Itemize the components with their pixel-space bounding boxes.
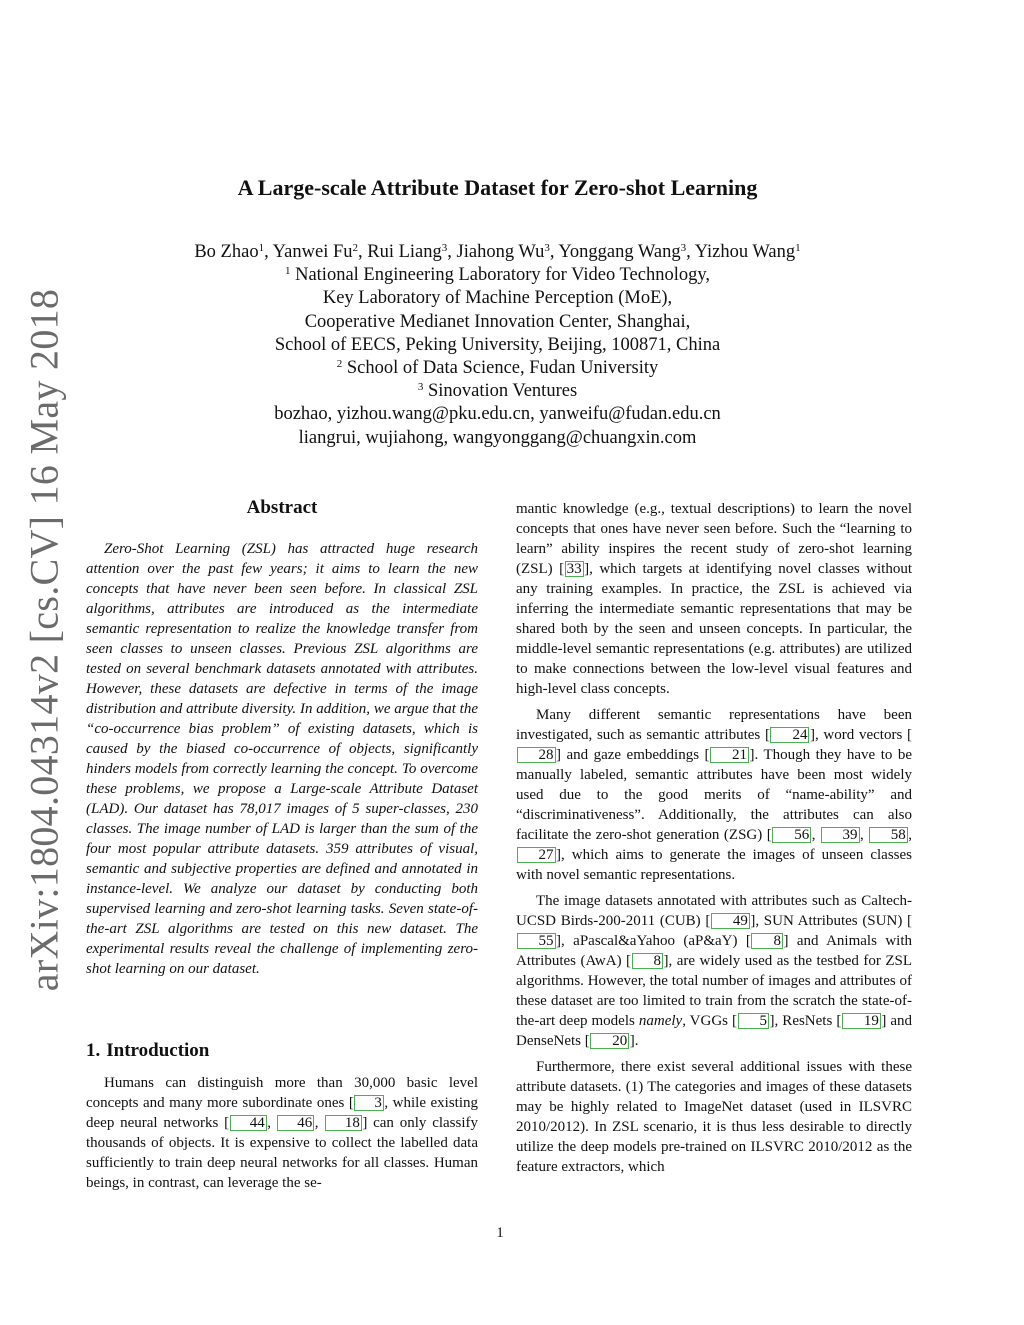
page-number: 1: [496, 1225, 504, 1241]
body-text: ], aPascal&aYahoo (aP&aY) [: [556, 933, 751, 949]
author-name: Jiahong Wu: [456, 242, 545, 262]
section-heading: [86, 1039, 478, 1063]
citation-link[interactable]: 8: [632, 953, 664, 969]
citation-link[interactable]: 55: [517, 933, 556, 949]
body-text: ] can only classify thousands of objects. It is expensive to collect the labelled data sufficiently to train deep neural networks for all classes. Human beings, in contrast, can leverage the se-: [86, 1115, 479, 1191]
intro-paragraph-4: [516, 1057, 912, 1177]
citation-link[interactable]: 21: [710, 747, 749, 763]
emphasis-text: namely: [638, 1013, 683, 1029]
body-text: ,: [811, 827, 821, 843]
citation-link[interactable]: 20: [590, 1033, 629, 1049]
affiliation-1-line-1: [90, 264, 905, 287]
intro-paragraph-1: Humans can distinguish more than 30,000 basic level concepts and many more subordinate ones [ 3 , while existing deep neural networks [ 44 , 46 , 18 ] can only classify thousands of objects. It is expensive to collect the labelled data sufficiently to train deep neural networks for all classes. Human beings, in contrast, can leverage the se-: [86, 1075, 479, 1191]
paper-title: A Large-scale Attribute Dataset for Zero-shot Learning: [237, 175, 758, 200]
affiliation-text: National Engineering Laboratory for Video Technology,: [295, 265, 711, 286]
affiliation-2: [90, 357, 905, 380]
affiliation-marker: 3: [680, 242, 687, 254]
section-title: Introduction: [106, 1040, 210, 1061]
author-list: Bo Zhao$^1$, Yanwei Fu$^2$, Rui Liang$^3$, Jiahong Wu$^3$, Yonggang Wang$^3$, Yizhou Wang$^1$: [194, 242, 801, 262]
right-column: [516, 499, 912, 1183]
body-text: ], which aims to generate the images of unseen classes with novel semantic representations.: [516, 847, 912, 883]
citation-link[interactable]: 56: [772, 827, 811, 843]
body-text: mantic knowledge (e.g., textual descriptions) to learn the novel concepts that ones have never seen before. Such the “learning to learn” ability inspires the recent study of zero-shot learning (ZSL) [: [516, 501, 912, 577]
citation-link[interactable]: 18: [325, 1115, 362, 1131]
body-text: ] and Animals with Attributes (AwA) [: [516, 933, 913, 969]
citation-link[interactable]: 58: [869, 827, 908, 843]
citation-link[interactable]: 3: [354, 1095, 384, 1111]
body-text: The image datasets annotated with attributes such as Caltech-UCSD Birds-200-2011 (CUB) [: [516, 893, 912, 929]
affiliation-marker: 1: [795, 242, 801, 254]
intro-paragraph-2: [516, 705, 912, 885]
affiliation-text: Sinovation Ventures: [427, 381, 578, 402]
citation-link[interactable]: 8: [751, 933, 783, 949]
body-text: , VGGs [: [682, 1013, 738, 1029]
affiliation-marker: 1: [284, 265, 291, 278]
abstract-heading: Abstract: [246, 497, 318, 518]
affiliation-marker: 1: [258, 242, 265, 254]
body-text: ], SUN Attributes (SUN) [: [750, 913, 912, 929]
citation-link[interactable]: 46: [277, 1115, 314, 1131]
abstract-text: Zero-Shot Learning (ZSL) has attracted huge research attention over the past few years; it aims to learn the new concepts that have never been seen before. In classical ZSL algorithms, attributes are introduced as the intermediate semantic representation to realize the knowledge transfer from seen classes to unseen classes. Previous ZSL algorithms are tested on several benchmark datasets annotated with attributes. However, these datasets are defective in terms of the image distribution and attribute diversity. In addition, we argue that the “co-occurrence bias problem” of existing datasets, which is caused by the biased co-occurrence of objects, significantly hinders models from correctly learning the concept. To overcome these problems, we propose a Large-scale Attribute Dataset (LAD). Our dataset has 78,017 images of 5 super-classes, 230 classes. The image number of LAD is larger than the sum of the four most popular attribute datasets. 359 attributes of visual, semantic and subjective properties are defined and annotated in instance-level. We analyze our dataset by conducting both supervised learning and zero-shot learning tasks. Seven state-of-the-art ZSL algorithms are tested on this new dataset. The experimental results reveal the challenge of implementing zero-shot learning on our dataset.: [86, 541, 478, 977]
body-text: ], ResNets [: [769, 1013, 842, 1029]
body-text: Humans can distinguish more than 30,000 basic level concepts and many more subordinate ones: [86, 1075, 478, 1111]
affiliation-text: School of Data Science, Fudan University: [346, 358, 659, 379]
body-text: ] and gaze embeddings [: [556, 747, 710, 763]
affiliation-marker: 3: [417, 381, 424, 394]
body-text: Many different semantic representations have been investigated, such as semantic attributes [: [516, 707, 912, 743]
affiliation-marker: 3: [441, 242, 448, 254]
email-line-2: liangrui, wujiahong, wangyonggang@chuangxin.com: [298, 427, 697, 448]
body-text: ]. Though they have to be manually labeled, semantic attributes have been most widely used due to the good merits of “name-ability” and “discriminativeness”. Additionally, the attributes can also facilitate the zero-shot generation (ZSG) [: [516, 747, 912, 843]
author-block: [90, 241, 905, 450]
author-name: Bo Zhao: [194, 242, 259, 262]
body-text: ,: [314, 1115, 325, 1131]
citation-link[interactable]: 24: [770, 727, 809, 743]
body-text: ], which targets at identifying novel classes without any training examples. In practice, the ZSL is achieved via inferring the intermediate semantic representations that may be shared both by the seen and unseen concepts. In particular, the middle-level semantic representations (e.g. attributes) are utilized to make connections between the low-level visual features and high-level class concepts.: [516, 561, 912, 697]
body-text: , while existing deep neural networks [: [86, 1095, 479, 1131]
affiliation-1-line-2: Key Laboratory of Machine Perception (MoE),: [322, 288, 673, 309]
body-text: Furthermore, there exist several additional issues with these attribute datasets. (1) The categories and images of these datasets may be highly related to ImageNet dataset (used in ILSVRC 2010/2012). In ZSL scenario, it is thus less desirable to directly utilize the deep models pre-trained on ILSVRC 2010/2012 as the feature extractors, which: [516, 1059, 912, 1175]
author-name: Yizhou Wang: [694, 242, 796, 262]
body-text: ,: [267, 1115, 277, 1131]
section-number: 1.: [86, 1040, 101, 1061]
citation-link[interactable]: 28: [517, 747, 556, 763]
author-name: Rui Liang: [367, 242, 442, 262]
intro-paragraph-1-cont: [516, 499, 912, 699]
citation-link[interactable]: 5: [738, 1013, 770, 1029]
affiliation-1-line-3: Cooperative Medianet Innovation Center, Shanghai,: [304, 311, 691, 332]
affiliation-3: [90, 380, 905, 403]
author-name: Yanwei Fu: [272, 242, 353, 262]
affiliation-marker: 3: [544, 242, 550, 254]
body-text: ], are widely used as the testbed for ZSL algorithms. However, the total number of images and attributes of these dataset are too limited to train from the scratch the state-of-the-art deep models: [516, 953, 912, 1029]
citation-link[interactable]: 44: [230, 1115, 267, 1131]
email-line-1: bozhao, yizhou.wang@pku.edu.cn, yanweifu@fudan.edu.cn: [274, 404, 721, 425]
affiliation-marker: 2: [336, 358, 343, 371]
affiliation-marker: 2: [352, 242, 359, 254]
body-text: ].: [629, 1033, 639, 1049]
citation-link[interactable]: 33: [566, 561, 582, 577]
body-text: ] and DenseNets [: [516, 1013, 913, 1049]
citation-link[interactable]: 49: [711, 913, 750, 929]
citation-link[interactable]: 39: [821, 827, 860, 843]
body-text: ,: [860, 827, 869, 843]
arxiv-identifier: arXiv:1804.04314v2 [cs.CV] 16 May 2018: [21, 288, 67, 992]
author-name: Yonggang Wang: [558, 242, 681, 262]
citation-link[interactable]: 19: [842, 1013, 881, 1029]
intro-paragraph-3: [516, 891, 912, 1051]
affiliation-1-line-4: School of EECS, Peking University, Beijing, 100871, China: [274, 334, 721, 355]
body-text: ], word vectors [: [809, 727, 912, 743]
body-text: ,: [908, 827, 913, 843]
citation-link[interactable]: 27: [517, 847, 556, 863]
